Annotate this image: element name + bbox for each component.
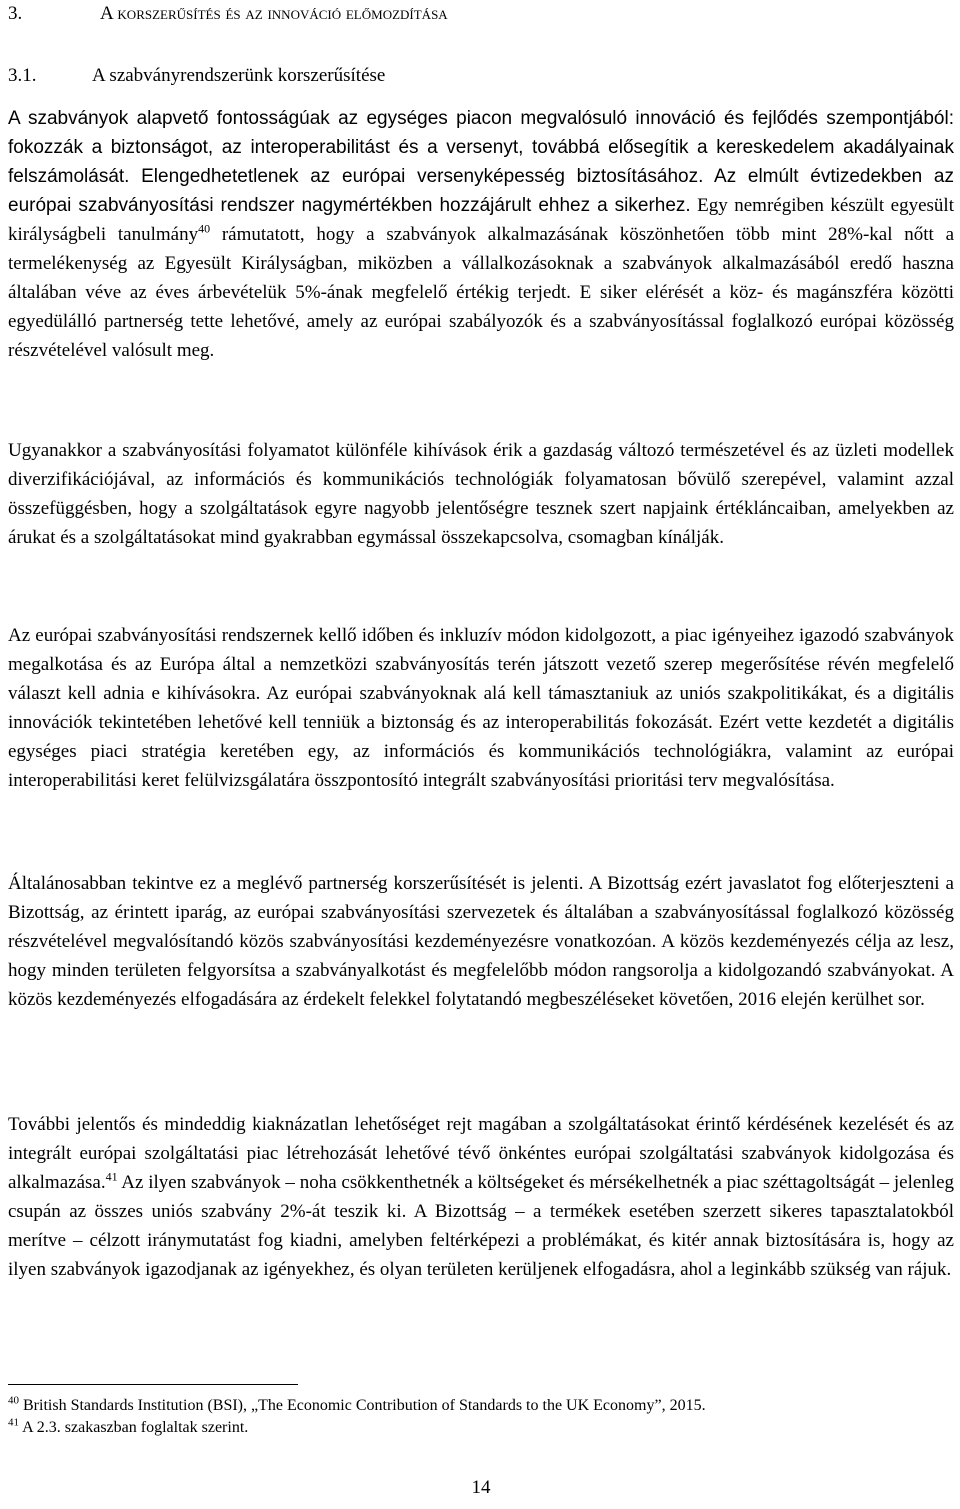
paragraph-1-part-1: A szabványok alapvető fontosságúak az egységes piacon megvalósuló innováció és fejlődés szempontjából: fokozzák a biztonságot, az interoperabilitást és a versenyt, továbbá elősegítik a kereskedelem akadályainak felszámolását. Elengedhetetlenek az európai versenyképesség biztosításához. Az elmúlt évtizedekben az európai szabványosítási rendszer nagymértékben hozzájárult ehhez a sikerhez. bbox=[8, 108, 954, 216]
paragraph-5 bbox=[8, 1110, 954, 1284]
section-number: 3.1. bbox=[8, 65, 37, 86]
footnote-41 bbox=[8, 1418, 248, 1438]
section-heading bbox=[8, 64, 385, 88]
footnote-number: 41 bbox=[8, 1416, 19, 1429]
paragraph-1-part-2: Egy nemrégiben készült egyesült királyságbeli tanulmány bbox=[8, 195, 954, 245]
footnote-text: A 2.3. szakaszban foglaltak szerint. bbox=[22, 1419, 249, 1436]
footnote-text: British Standards Institution (BSI), „The Economic Contribution of Standards to the UK Economy”, 2015. bbox=[23, 1397, 706, 1414]
paragraph-4: Általánosabban tekintve ez a meglévő partnerség korszerűsítését is jelenti. A Bizottság ezért javaslatot fog előterjeszteni a Bizottság, az érintett iparág, az európai szabványosítási szervezetek és általában a szabványosítással foglalkozó közösség részvételével megvalósítandó közös szabványosítási kezdeményezésre vonatkozóan. A közös kezdeményezés célja az lesz, hogy minden területen felgyorsítsa a szabványalkotást és megfelelőbb módon rangsorolja a kidolgozandó szabványokat. A közös kezdeményezés elfogadására az érdekelt felekkel folytatandó megbeszéléseket követően, 2016 elején kerülhet sor. bbox=[8, 873, 954, 1010]
paragraph-1 bbox=[8, 104, 954, 365]
page-number: 14 bbox=[471, 1477, 491, 1498]
paragraph-3: Az európai szabványosítási rendszernek kellő időben és inkluzív módon kidolgozott, a piac igényeihez igazodó szabványok megalkotása és az Európa által a nemzetközi szabványosítás terén játszott vezető szerep megerősítése révén megfelelő választ kell adnia e kihívásokra. Az európai szabványoknak alá kell támasztaniuk az uniós szakpolitikákat, és a digitális innovációk tekintetében lehetővé kell tenniük a biztonság és az interoperabilitás fokozását. Ezért vette kezdetét a digitális egységes piaci stratégia keretében egy, az információs és kommunikációs technológiákra, valamint az európai interoperabilitási keret felülvizsgálatára összpontosító integrált szabványosítási prioritási terv megvalósítása. bbox=[8, 625, 954, 791]
footnote-divider bbox=[8, 1384, 298, 1385]
chapter-heading bbox=[8, 2, 448, 26]
chapter-title: A korszerűsítés és az innováció előmozdítása bbox=[100, 3, 448, 24]
paragraph-2: Ugyanakkor a szabványosítási folyamatot különféle kihívások érik a gazdaság változó természetével és az üzleti modellek diverzifikációjával, az információs és kommunikációs technológiák folyamatosan bővülő szerepével, valamint azzal összefüggésben, hogy a szolgáltatások egyre nagyobb jelentőségre tesznek szert napjaink értékláncaiban, amelyekben az árukat és a szolgáltatásokat mind gyakrabban egymással összekapcsolva, csomagban kínálják. bbox=[8, 440, 954, 548]
section-title: A szabványrendszerünk korszerűsítése bbox=[92, 65, 386, 86]
footnote-ref-40: 40 bbox=[198, 221, 211, 236]
chapter-number: 3. bbox=[8, 3, 23, 24]
paragraph-5-part-2: Az ilyen szabványok – noha csökkenthetnék a költségeket és mérsékelhetnék a piac széttagoltságát – jelenleg csupán az összes uniós szabvány 2%-át teszik ki. A Bizottság – a termékek esetében szerzett sikeres tapasztalatokból merítve – célzott iránymutatást fog kiadni, amelyben feltérképezi a problémákat, és kitér annak biztosítására is, hogy az ilyen szabványok igazodjanak az igényekhez, és olyan területen kerüljenek elfogadásra, ahol a leginkább szükség van rájuk. bbox=[8, 1172, 954, 1280]
paragraph-1-part-3: rámutatott, hogy a szabványok alkalmazásának köszönhetően több mint 28%-kal nőtt a termelékenység az Egyesült Királyságban, miközben a vállalkozásoknak a szabványok alkalmazásából eredő haszna általában véve az éves árbevételük 5%-ának megfelelő értékig terjedt. E siker elérését a köz- és magánszféra közötti egyedülálló partnerség tette lehetővé, amely az európai szabályozók és a szabványosítással foglalkozó európai közösség részvételével valósult meg. bbox=[8, 224, 954, 361]
footnote-40 bbox=[8, 1396, 706, 1416]
paragraph-5-part-1: További jelentős és mindeddig kiaknázatlan lehetőséget rejt magában a szolgáltatásokat érintő kérdésének kezelését és az integrált európai szolgáltatási piac létrehozását lehetővé tévő önkéntes európai szolgáltatási szabványok kidolgozása és alkalmazása. bbox=[8, 1114, 954, 1193]
footnote-number: 40 bbox=[8, 1394, 19, 1407]
footnote-ref-41: 41 bbox=[105, 1169, 118, 1184]
